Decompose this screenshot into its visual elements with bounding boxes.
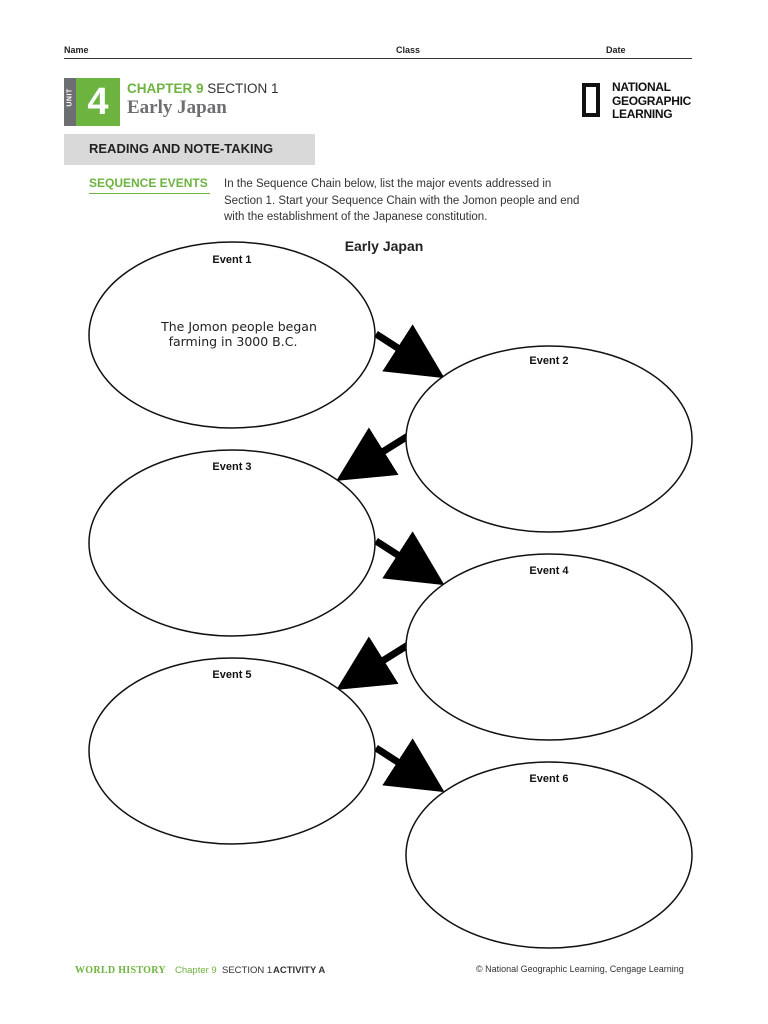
sequence-events-label: SEQUENCE EVENTS	[89, 176, 208, 190]
event-2-label: Event 2	[529, 355, 569, 367]
event-2-bubble	[406, 346, 692, 532]
page-title: Early Japan	[127, 97, 227, 118]
arrow-5-to-6	[376, 748, 421, 777]
unit-word: UNIT	[66, 88, 74, 107]
footer-chapter: Chapter 9	[175, 965, 217, 976]
event-5-bubble	[89, 658, 375, 844]
event-1-note-line-2: farming in 3000 B.C.	[168, 334, 298, 349]
event-1-note-line-1: The Jomon people began	[161, 319, 317, 334]
unit-number: 4	[76, 78, 120, 126]
event-3-label: Event 3	[212, 461, 252, 473]
arrow-3-to-4	[376, 541, 421, 570]
event-4-bubble	[406, 554, 692, 740]
name-label: Name	[64, 45, 89, 55]
footer-series: WORLD HISTORY	[75, 965, 166, 976]
event-1-label: Event 1	[212, 254, 252, 266]
banner-title: READING AND NOTE-TAKING	[89, 141, 274, 156]
section-label: SECTION 1	[207, 81, 279, 96]
footer-section: SECTION 1	[222, 965, 273, 976]
class-label: Class	[396, 45, 421, 55]
event-6-label: Event 6	[529, 773, 569, 785]
arrow-1-to-2	[376, 334, 421, 363]
instructions: In the Sequence Chain below, list the major events addressed in Section 1. Start your Sequence Chain with the Jomon people and end with the establishment of the Japanese constitution.	[224, 178, 580, 223]
chapter-label: CHAPTER 9	[127, 81, 204, 96]
event-5-label: Event 5	[212, 669, 252, 681]
arrow-2-to-3	[360, 436, 408, 466]
event-3-bubble	[89, 450, 375, 636]
logo-line-3: LEARNING	[612, 107, 673, 121]
event-6-bubble	[406, 762, 692, 948]
event-4-label: Event 4	[529, 565, 569, 577]
chain-title-text: Early Japan	[344, 238, 424, 254]
logo-line-2: GEOGRAPHIC	[612, 93, 692, 108]
date-label: Date	[606, 45, 626, 55]
logo-line-1: NATIONAL	[612, 80, 671, 94]
arrow-4-to-5	[360, 645, 408, 675]
footer-activity: ACTIVITY A	[273, 965, 326, 976]
footer-copyright: © National Geographic Learning, Cengage Learning	[476, 964, 684, 974]
